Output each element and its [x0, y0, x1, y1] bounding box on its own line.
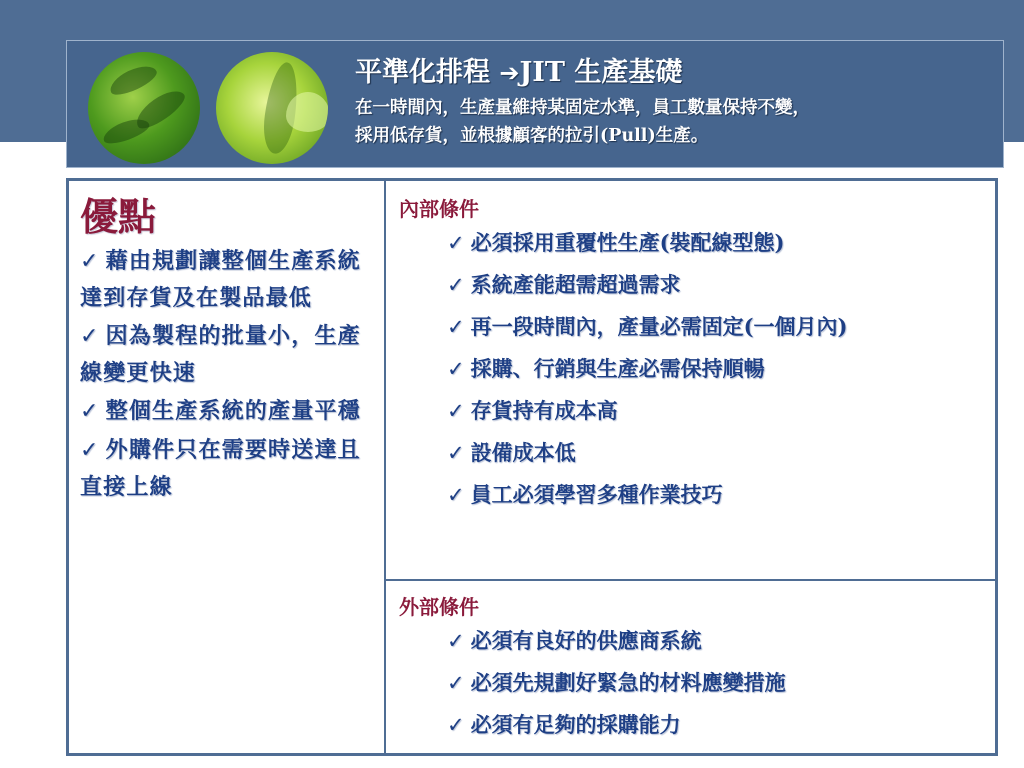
internal-conditions-label: 內部條件 — [399, 197, 479, 221]
title-main: 平準化排程 — [355, 57, 500, 88]
advantage-text: 整個生產系統的產量平穩 — [105, 398, 361, 424]
title-rest: JIT 生產基礎 — [519, 57, 683, 88]
list-item — [447, 390, 989, 432]
advantage-text: 藉由規劃讓整個生產系統 達到存貨及在製品最低 — [80, 248, 361, 311]
internal-conditions-section — [399, 193, 989, 516]
green-leaf-image-left — [88, 52, 200, 164]
list-item — [447, 432, 989, 474]
column-divider — [384, 181, 386, 753]
checkmark-icon: ✓ — [447, 713, 465, 737]
page-subtitle — [355, 94, 1015, 150]
checkmark-icon: ✓ — [447, 315, 465, 339]
advantages-heading: 優點 — [80, 194, 157, 239]
page-title — [355, 50, 682, 89]
condition-text: 再一段時間內，產量必需固定(一個月內) — [470, 314, 848, 339]
row-divider — [386, 579, 995, 581]
list-item — [447, 264, 989, 306]
condition-text: 設備成本低 — [470, 440, 576, 465]
list-item — [447, 348, 989, 390]
list-item — [447, 306, 989, 348]
list-item — [447, 662, 989, 704]
condition-text: 採購、行銷與生產必需保持順暢 — [470, 356, 765, 381]
advantage-text: 因為製程的批量小，生產線變更快速 — [80, 323, 361, 386]
advantage-item — [80, 393, 376, 430]
condition-text: 系統產能超需超過需求 — [470, 272, 681, 297]
condition-text: 必須採用重覆性生產(裝配線型態) — [470, 230, 785, 255]
internal-conditions-list — [399, 222, 989, 516]
checkmark-icon: ✓ — [447, 399, 465, 423]
external-conditions-list — [399, 620, 989, 746]
arrow-right-icon: ➔ — [499, 59, 520, 87]
green-leaf-image-right — [216, 52, 328, 164]
condition-text: 必須有良好的供應商系統 — [470, 628, 702, 653]
list-item — [447, 704, 989, 746]
advantage-item — [80, 432, 376, 505]
list-item — [447, 620, 989, 662]
condition-text: 員工必須學習多種作業技巧 — [470, 482, 723, 507]
external-conditions-section — [399, 591, 989, 746]
checkmark-icon: ✓ — [447, 441, 465, 465]
external-conditions-label: 外部條件 — [399, 595, 479, 619]
advantage-item — [80, 243, 376, 316]
checkmark-icon: ✓ — [447, 483, 465, 507]
advantage-item — [80, 318, 376, 391]
condition-text: 必須有足夠的採購能力 — [470, 712, 681, 737]
subtitle-line-1: 在一時間內，生產量維持某固定水準，員工數量保持不變， — [355, 98, 810, 118]
checkmark-icon: ✓ — [80, 399, 100, 424]
checkmark-icon: ✓ — [80, 249, 100, 274]
subtitle-line-2: 採用低存貨，並根據顧客的拉引(Pull)生產。 — [355, 126, 709, 146]
advantage-text: 外購件只在需要時送達且直接上線 — [80, 437, 361, 500]
advantages-column — [80, 195, 376, 507]
list-item — [447, 222, 989, 264]
checkmark-icon: ✓ — [447, 231, 465, 255]
checkmark-icon: ✓ — [80, 324, 100, 349]
checkmark-icon: ✓ — [447, 629, 465, 653]
condition-text: 存貨持有成本高 — [470, 398, 618, 423]
list-item — [447, 474, 989, 516]
checkmark-icon: ✓ — [447, 357, 465, 381]
checkmark-icon: ✓ — [447, 273, 465, 297]
checkmark-icon: ✓ — [80, 438, 100, 463]
checkmark-icon: ✓ — [447, 671, 465, 695]
content-table — [66, 178, 998, 756]
condition-text: 必須先規劃好緊急的材料應變措施 — [470, 670, 786, 695]
